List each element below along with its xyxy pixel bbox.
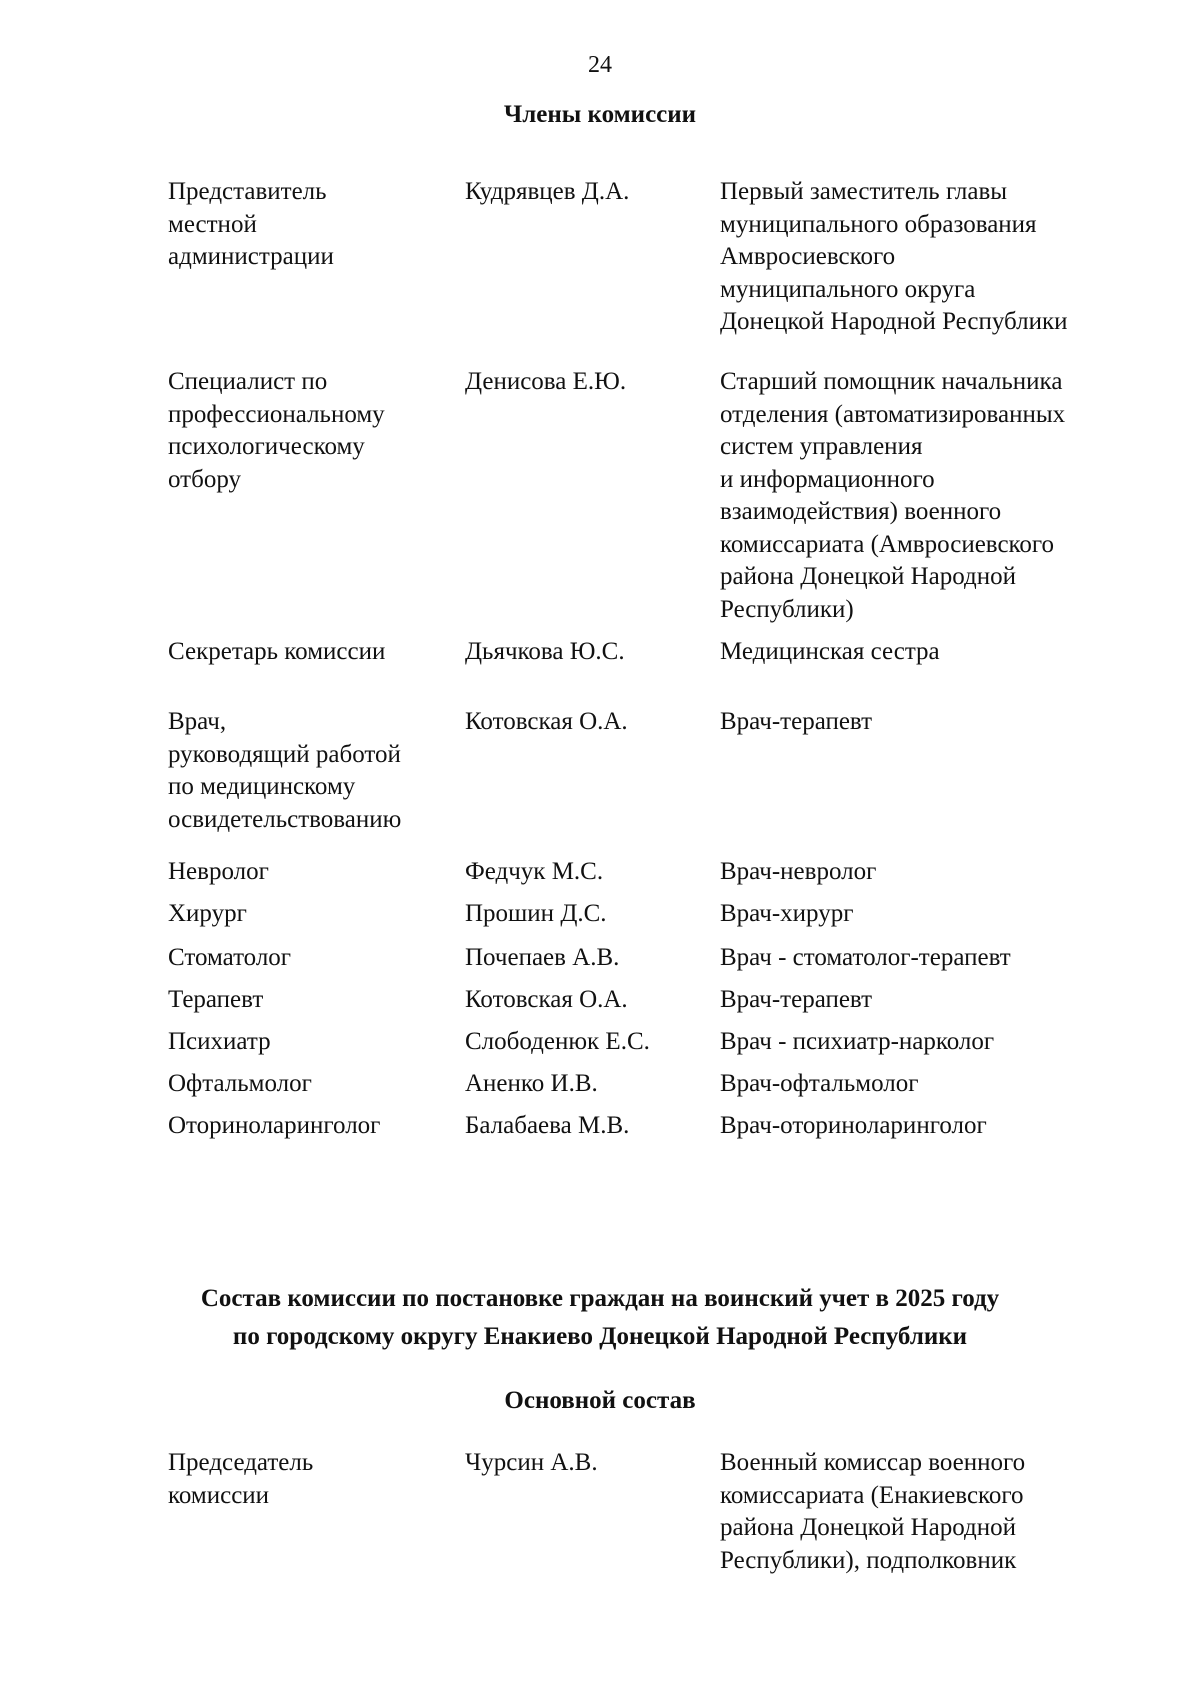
member-role-line: Специалист по — [168, 368, 328, 395]
member-position — [720, 176, 1150, 339]
member-role-line: Психиатр — [168, 1028, 271, 1055]
member-position-line: Врач-терапевт — [720, 986, 873, 1013]
member-name-line: Прошин Д.С. — [465, 900, 607, 927]
member-name — [465, 636, 715, 669]
member-position — [720, 1110, 1150, 1143]
member-role-line: Терапевт — [168, 986, 264, 1013]
member-position-line: систем управления — [720, 433, 923, 460]
member-role-line: Председатель — [168, 1449, 314, 1476]
member-position-line: района Донецкой Народной — [720, 563, 1017, 590]
member-position-line: муниципального образования — [720, 210, 1037, 238]
member-position-line: и информационного — [720, 465, 935, 493]
member-name — [465, 706, 715, 739]
member-role — [168, 1110, 458, 1143]
member-name-line: Слободенюк Е.С. — [465, 1028, 650, 1055]
member-role — [168, 1068, 458, 1101]
member-role-line: Офтальмолог — [168, 1070, 312, 1097]
member-name — [465, 984, 715, 1017]
member-role-line: психологическому — [168, 433, 365, 460]
member-role — [168, 366, 458, 496]
member-position-line: отделения (автоматизированных — [720, 400, 1066, 428]
member-role — [168, 898, 458, 931]
member-position-line: Врач-офтальмолог — [720, 1070, 919, 1097]
member-name-line: Денисова Е.Ю. — [465, 368, 627, 395]
member-position-line: Врач - стоматолог-терапевт — [720, 944, 1011, 971]
member-name — [465, 366, 715, 399]
composition-heading — [0, 1280, 1200, 1356]
member-position-line: Амвросиевского — [720, 243, 896, 270]
member-position — [720, 1068, 1150, 1101]
member-name — [465, 898, 715, 931]
member-position-line: муниципального округа — [720, 275, 976, 303]
member-position — [720, 636, 1150, 669]
member-name-line: Почепаев А.В. — [465, 944, 620, 971]
member-name-line: Балабаева М.В. — [465, 1112, 630, 1139]
member-role-line: Стоматолог — [168, 944, 292, 971]
member-position-line: Врач - психиатр-нарколог — [720, 1028, 995, 1055]
member-role-line: Невролог — [168, 858, 269, 885]
member-name — [465, 1026, 715, 1059]
member-role-line: освидетельствованию — [168, 805, 402, 833]
member-role-line: по медицинскому — [168, 773, 356, 800]
main-heading: Основной состав — [504, 1387, 696, 1414]
member-name-line: Дьячкова Ю.С. — [465, 638, 625, 665]
member-position-line: Старший помощник начальника — [720, 368, 1063, 395]
member-name — [465, 1447, 715, 1480]
member-position-line: Республики) — [720, 595, 854, 623]
member-name — [465, 176, 715, 209]
member-position-line: комиссариата (Амвросиевского — [720, 530, 1055, 558]
member-position — [720, 898, 1150, 931]
member-position-line: Врач-невролог — [720, 858, 877, 885]
member-position-line: Врач-терапевт — [720, 708, 873, 735]
member-role — [168, 856, 458, 889]
member-role-line: комиссии — [168, 1481, 270, 1509]
member-position — [720, 1447, 1150, 1577]
member-role — [168, 1026, 458, 1059]
member-position — [720, 1026, 1150, 1059]
member-position-line: Республики), подполковник — [720, 1546, 1017, 1574]
composition-heading-line-2: по городскому округу Енакиево Донецкой Народной Республики — [232, 1323, 968, 1350]
member-name — [465, 1068, 715, 1101]
member-role-line: Оториноларинголог — [168, 1112, 381, 1139]
member-role-line: Секретарь комиссии — [168, 638, 386, 665]
member-role — [168, 176, 458, 274]
member-position — [720, 856, 1150, 889]
member-name-line: Федчук М.С. — [465, 858, 604, 885]
member-position-line: взаимодействия) военного — [720, 498, 1002, 525]
member-role-line: руководящий работой — [168, 740, 401, 768]
member-role-line: Хирург — [168, 900, 247, 927]
member-name-line: Котовская О.А. — [465, 986, 628, 1013]
page-number: 24 — [588, 52, 612, 78]
member-name-line: Кудрявцев Д.А. — [465, 178, 630, 205]
member-name-line: Котовская О.А. — [465, 708, 628, 735]
member-role-line: Представитель — [168, 178, 327, 205]
member-position — [720, 366, 1150, 626]
member-role — [168, 942, 458, 975]
member-name-line: Аненко И.В. — [465, 1070, 598, 1097]
member-position-line: Первый заместитель главы — [720, 178, 1008, 205]
member-role-line: профессиональному — [168, 400, 385, 428]
member-position-line: комиссариата (Енакиевского — [720, 1481, 1024, 1509]
member-role — [168, 1447, 458, 1512]
member-position-line: района Донецкой Народной — [720, 1514, 1017, 1541]
member-position — [720, 942, 1150, 975]
member-position-line: Донецкой Народной Республики — [720, 308, 1068, 335]
member-role — [168, 706, 458, 836]
member-position-line: Врач-хирург — [720, 900, 854, 927]
member-position — [720, 984, 1150, 1017]
member-name-line: Чурсин А.В. — [465, 1449, 598, 1476]
member-position-line: Врач-оториноларинголог — [720, 1112, 987, 1139]
member-role-line: Врач, — [168, 708, 227, 735]
members-heading: Члены комиссии — [503, 101, 697, 128]
member-role — [168, 984, 458, 1017]
member-role-line: администрации — [168, 243, 334, 270]
member-role — [168, 636, 458, 669]
member-name — [465, 942, 715, 975]
member-position-line: Медицинская сестра — [720, 638, 940, 665]
member-role-line: местной — [168, 210, 257, 238]
member-name — [465, 1110, 715, 1143]
composition-heading-line-1: Состав комиссии по постановке граждан на воинский учет в 2025 году — [200, 1285, 1000, 1312]
member-position — [720, 706, 1150, 739]
member-name — [465, 856, 715, 889]
member-role-line: отбору — [168, 465, 241, 493]
member-position-line: Военный комиссар военного — [720, 1449, 1026, 1476]
